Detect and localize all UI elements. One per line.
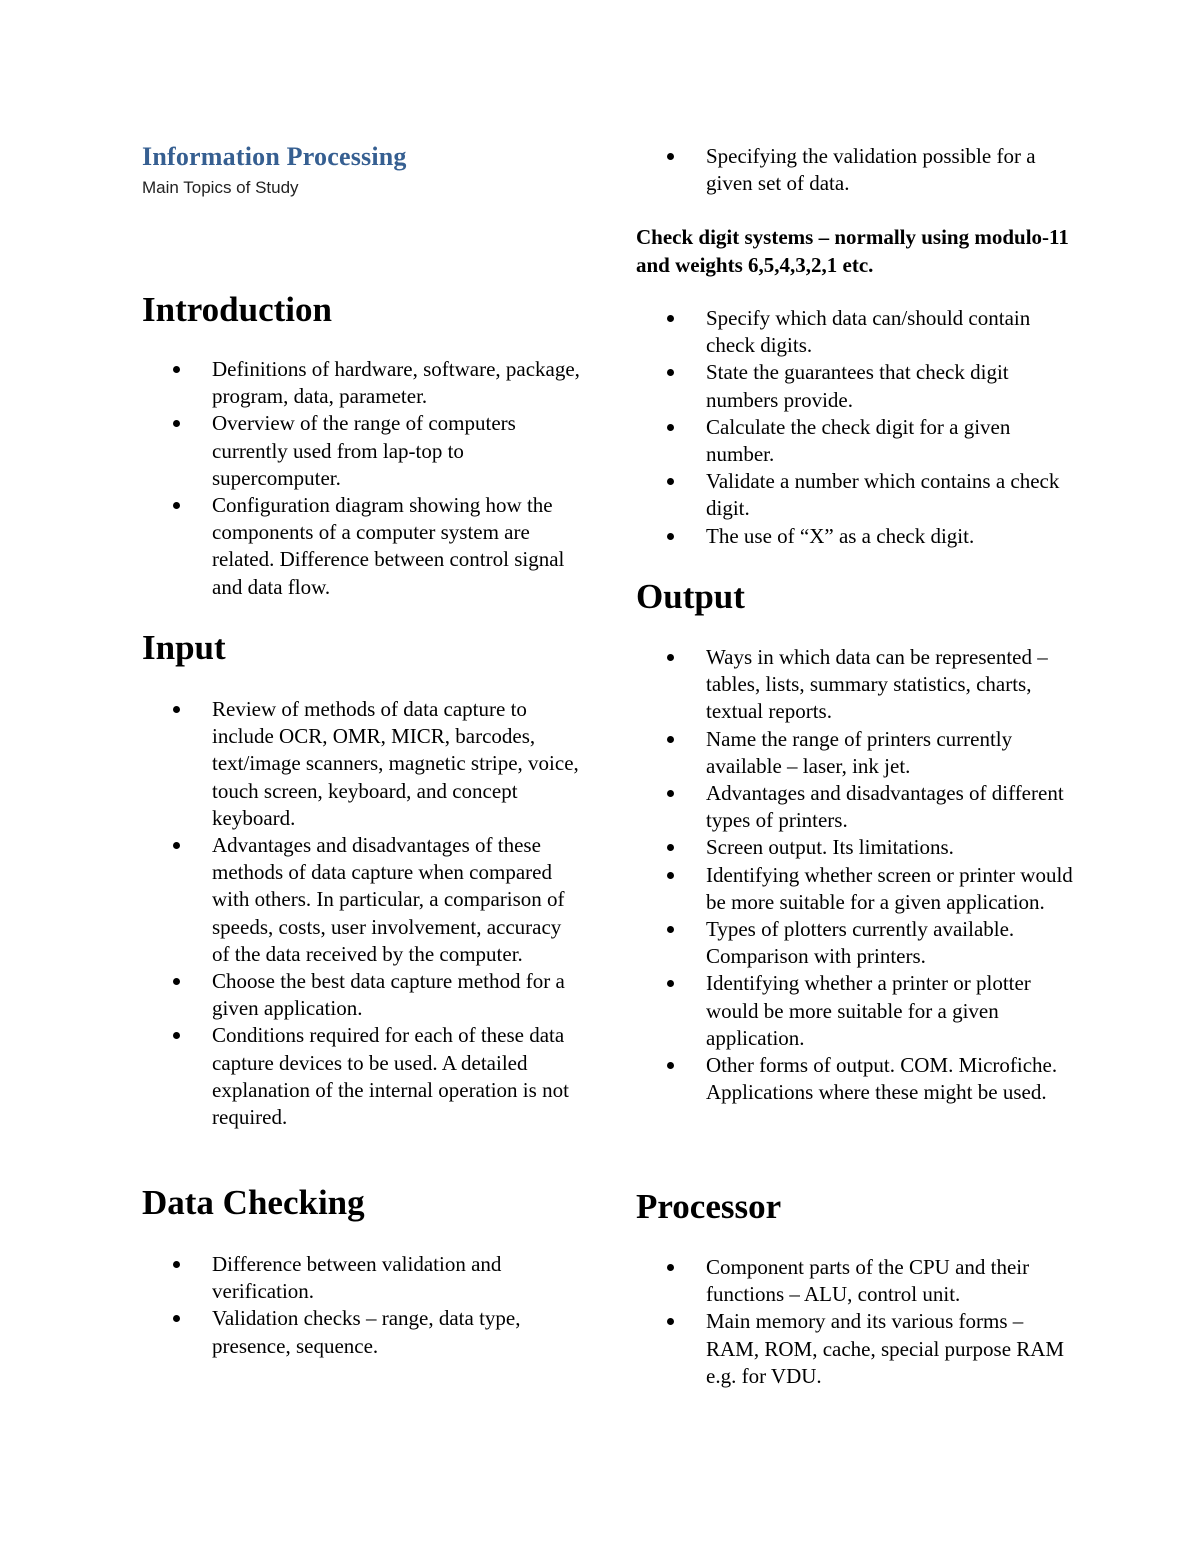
list-item: Definitions of hardware, software, package, program, data, parameter. — [142, 356, 582, 410]
heading-introduction: Introduction — [142, 290, 332, 329]
heading-output: Output — [636, 577, 745, 616]
bullet-icon — [667, 533, 674, 540]
list-item: Specifying the validation possible for a given set of data. — [636, 143, 1076, 197]
bullet-icon — [667, 654, 674, 661]
bullet-icon — [173, 420, 180, 427]
list-item: Overview of the range of computers currently used from lap-top to supercomputer. — [142, 410, 582, 492]
bullet-icon — [667, 1062, 674, 1069]
document-title: Information Processing — [142, 142, 407, 171]
bullet-icon — [667, 736, 674, 743]
heading-input: Input — [142, 628, 226, 667]
list-item: Name the range of printers currently available – laser, ink jet. — [636, 726, 1076, 780]
list-item: Review of methods of data capture to include OCR, OMR, MICR, barcodes, text/image scanners, magnetic stripe, voice, touch screen, keyboard, and concept keyboard. — [142, 696, 582, 832]
list-item: Advantages and disadvantages of these methods of data capture when compared with others. In particular, a comparison of speeds, costs, user involvement, accuracy of the data received by the computer. — [142, 832, 582, 968]
bullet-icon — [667, 1264, 674, 1271]
list-item: Main memory and its various forms – RAM, ROM, cache, special purpose RAM e.g. for VDU. — [636, 1308, 1076, 1390]
list-item: Configuration diagram showing how the components of a computer system are related. Difference between control signal and data flow. — [142, 492, 582, 601]
list-item: Advantages and disadvantages of different types of printers. — [636, 780, 1076, 834]
bullet-icon — [173, 1261, 180, 1268]
list-item: Other forms of output. COM. Microfiche. Applications where these might be used. — [636, 1052, 1076, 1106]
list-item: Validation checks – range, data type, presence, sequence. — [142, 1305, 582, 1359]
bullet-icon — [667, 872, 674, 879]
bullet-icon — [173, 1032, 180, 1039]
list-item: Screen output. Its limitations. — [636, 834, 1076, 861]
check-digit-list — [636, 305, 1076, 550]
processor-list — [636, 1254, 1076, 1390]
list-item: Calculate the check digit for a given number. — [636, 414, 1076, 468]
bullet-icon — [667, 315, 674, 322]
check-digit-heading: Check digit systems – normally using modulo-11 and weights 6,5,4,3,2,1 etc. — [636, 225, 1069, 277]
document-subtitle: Main Topics of Study — [142, 178, 299, 197]
list-item: State the guarantees that check digit numbers provide. — [636, 359, 1076, 413]
list-item: Identifying whether screen or printer would be more suitable for a given application. — [636, 862, 1076, 916]
bullet-icon — [667, 844, 674, 851]
list-item: Choose the best data capture method for a given application. — [142, 968, 582, 1022]
list-item: The use of “X” as a check digit. — [636, 523, 1076, 550]
bullet-icon — [667, 478, 674, 485]
bullet-icon — [667, 1318, 674, 1325]
input-list — [142, 696, 582, 1131]
bullet-icon — [667, 790, 674, 797]
bullet-icon — [173, 978, 180, 985]
list-item: Component parts of the CPU and their functions – ALU, control unit. — [636, 1254, 1076, 1308]
list-item: Difference between validation and verification. — [142, 1251, 582, 1305]
bullet-icon — [173, 842, 180, 849]
output-list — [636, 644, 1076, 1106]
bullet-icon — [173, 366, 180, 373]
list-item: Conditions required for each of these data capture devices to be used. A detailed explanation of the internal operation is not required. — [142, 1022, 582, 1131]
list-item: Identifying whether a printer or plotter would be more suitable for a given application. — [636, 970, 1076, 1052]
list-item: Types of plotters currently available. Comparison with printers. — [636, 916, 1076, 970]
list-item: Ways in which data can be represented – tables, lists, summary statistics, charts, textual reports. — [636, 644, 1076, 726]
heading-data-checking: Data Checking — [142, 1183, 365, 1222]
bullet-icon — [667, 153, 674, 160]
introduction-list — [142, 356, 582, 601]
list-item: Specify which data can/should contain check digits. — [636, 305, 1076, 359]
data-checking-list-continued — [636, 143, 1076, 197]
bullet-icon — [173, 706, 180, 713]
bullet-icon — [667, 926, 674, 933]
bullet-icon — [173, 502, 180, 509]
bullet-icon — [173, 1315, 180, 1322]
data-checking-list — [142, 1251, 582, 1360]
bullet-icon — [667, 980, 674, 987]
heading-processor: Processor — [636, 1187, 782, 1226]
bullet-icon — [667, 424, 674, 431]
bullet-icon — [667, 369, 674, 376]
list-item: Validate a number which contains a check digit. — [636, 468, 1076, 522]
